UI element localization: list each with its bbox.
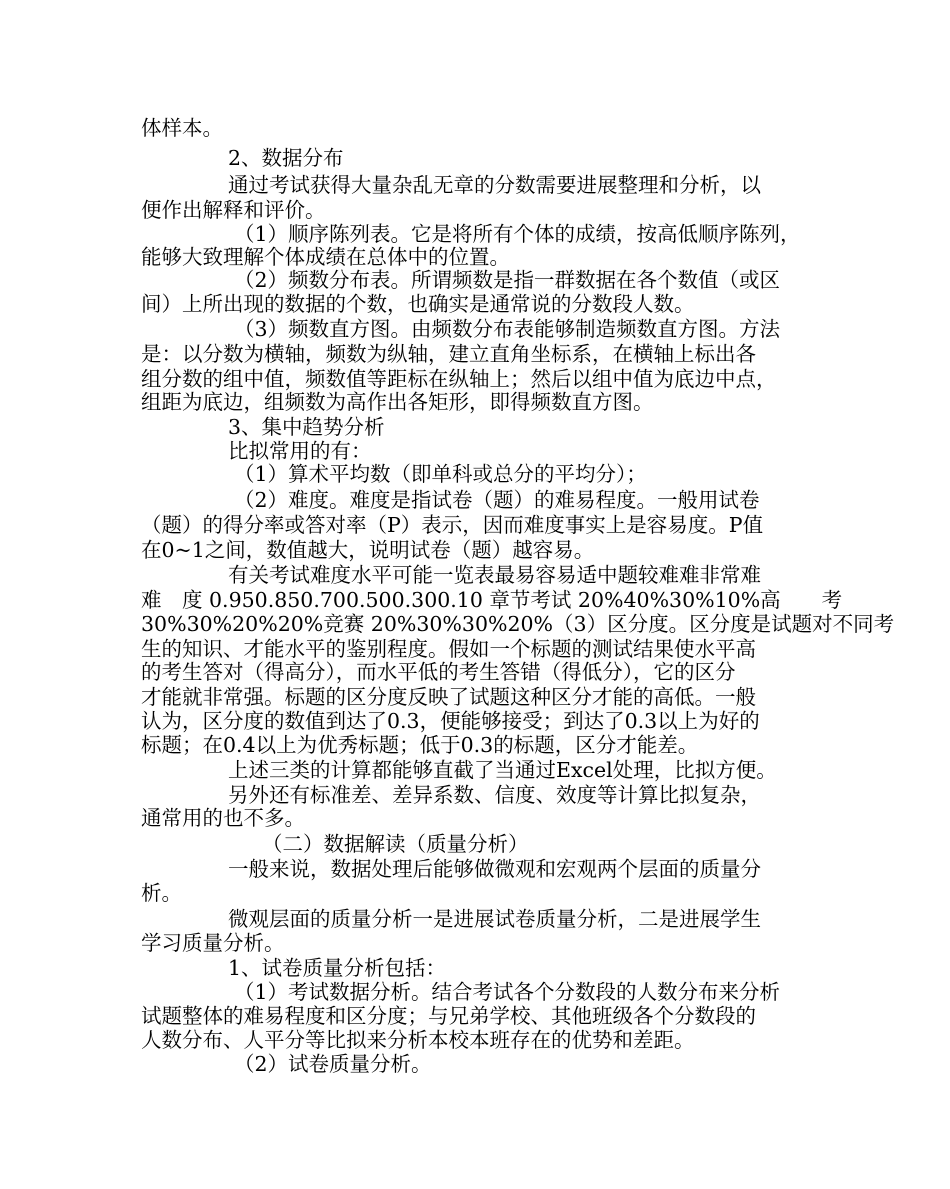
text-line: （1）考试数据分析。结合考试各个分数段的人数分布来分析 [234,980,781,1004]
section-heading: 2、数据分布 [228,146,344,170]
text-line: 是：以分数为横轴，频数为纵轴，建立直角坐标系，在横轴上标出各 [141,342,756,366]
section-heading: 1、试卷质量分析包括： [228,956,447,980]
text-line: 另外还有标准差、差异系数、信度、效度等计算比拟复杂， [228,783,761,807]
text-line: 30%30%20%20%竞赛 20%30%30%20%（3）区分度。区分度是试题对不同考 [141,612,895,636]
text-line: 生的知识、才能水平的鉴别程度。假如一个标题的测试结果使水平高 [141,637,756,661]
text-line: 比拟常用的有： [228,439,372,463]
text-line: （1）顺序陈列表。它是将所有个体的成绩，按高低顺序陈列， [234,222,801,246]
text-line: （2）难度。难度是指试卷（题）的难易程度。一般用试卷 [234,488,760,512]
text-line: 一般来说，数据处理后能够做微观和宏观两个层面的质量分 [228,857,761,881]
text-line: 通常用的也不多。 [141,806,305,830]
text-line: 难 度 0.950.850.700.500.300.10 章节考试 20%40%30%10%高 考 [141,588,843,612]
text-line: 体样本。 [141,116,223,140]
text-line: 的考生答对（得高分），而水平低的考生答错（得低分），它的区分 [141,660,736,684]
text-line: 通过考试获得大量杂乱无章的分数需要进展整理和分析，以 [228,173,761,197]
text-line: 试题整体的难易程度和区分度；与兄弟学校、其他班级各个分数段的 [141,1004,756,1028]
text-line: 标题；在0.4以上为优秀标题；低于0.3的标题，区分才能差。 [141,733,699,757]
text-line: 人数分布、人平分等比拟来分析本校本班存在的优势和差距。 [141,1028,695,1052]
text-line: 析。 [141,881,182,905]
text-line: 上述三类的计算都能够直截了当通过Excel处理，比拟方便。 [228,758,777,782]
text-line: 认为，区分度的数值到达了0.3，便能够接受；到达了0.3以上为好的 [141,709,760,733]
text-line: （3）频数直方图。由频数分布表能够制造频数直方图。方法 [234,317,781,341]
text-line: （2）频数分布表。所谓频数是指一群数据在各个数值（或区 [234,268,781,292]
section-heading: 3、集中趋势分析 [228,415,385,439]
text-line: 才能就非常强。标题的区分度反映了试题这种区分才能的高低。一般 [141,685,756,709]
text-line: （1）算术平均数（即单科或总分的平均分）； [234,462,647,486]
text-line: 有关考试难度水平可能一览表最易容易适中题较难难非常难 [228,563,761,587]
text-line: 间）上所出现的数据的个数，也确实是通常说的分数段人数。 [141,292,695,316]
text-line: 组距为底边，组频数为高作出各矩形，即得频数直方图。 [141,390,654,414]
text-line: 微观层面的质量分析一是进展试卷质量分析，二是进展学生 [228,907,761,931]
text-line: 学习质量分析。 [141,931,285,955]
section-heading: （二）数据解读（质量分析） [262,832,529,856]
text-line: （2）试卷质量分析。 [234,1052,432,1076]
text-line: 能够大致理解个体成绩在总体中的位置。 [141,245,510,269]
text-line: （题）的得分率或答对率（P）表示，因而难度事实上是容易度。P值 [141,513,764,537]
text-line: 在0~1之间，数值越大，说明试卷（题）越容易。 [141,538,595,562]
text-line: 组分数的组中值，频数值等距标在纵轴上；然后以组中值为底边中点， [141,367,777,391]
text-line: 便作出解释和评价。 [141,198,326,222]
